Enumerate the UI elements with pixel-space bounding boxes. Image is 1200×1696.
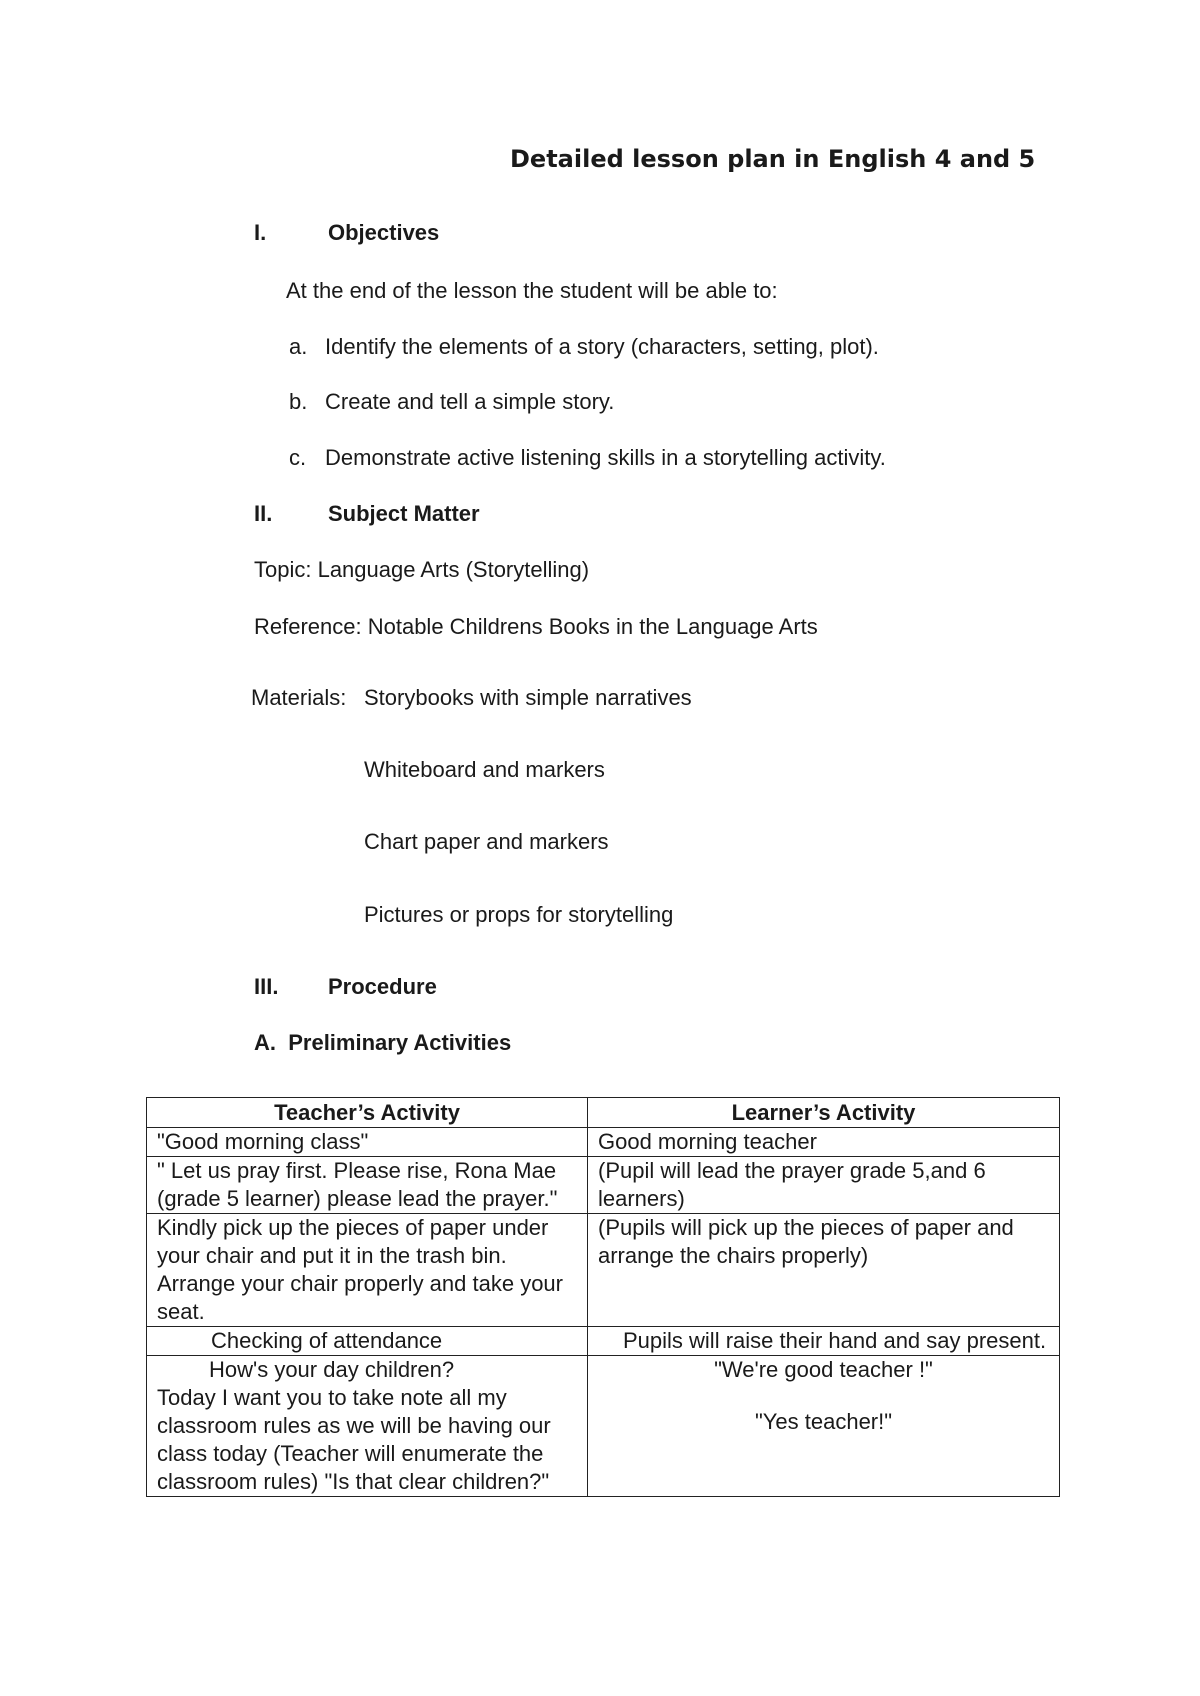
table-row <box>147 1356 1060 1497</box>
table-header-row <box>147 1098 1060 1128</box>
material-item: Storybooks with simple narratives <box>364 685 692 710</box>
teacher-cell <box>147 1356 588 1497</box>
section-heading-objectives: Objectives <box>328 220 440 245</box>
material-item: Chart paper and markers <box>364 829 609 854</box>
topic-line: Topic: Language Arts (Storytelling) <box>254 557 590 582</box>
header-teachers-activity: Teacher’s Activity <box>147 1098 588 1128</box>
section-heading-procedure: Procedure <box>328 974 437 999</box>
table-row <box>147 1128 1060 1157</box>
learner-response: "We're good teacher !" <box>714 1357 933 1382</box>
teacher-cell: Checking of attendance <box>147 1327 588 1356</box>
materials-label: Materials: <box>251 685 347 710</box>
teacher-cell: Kindly pick up the pieces of paper under your chair and put it in the trash bin. Arrange your chair properly and take your seat. <box>147 1214 588 1327</box>
teacher-greeting: How's your day children? <box>209 1357 455 1382</box>
teacher-cell: " Let us pray first. Please rise, Rona Mae (grade 5 learner) please lead the prayer." <box>147 1157 588 1214</box>
learner-cell: Good morning teacher <box>588 1128 1060 1157</box>
learner-cell: (Pupil will lead the prayer grade 5,and 6 learners) <box>588 1157 1060 1214</box>
learner-cell: (Pupils will pick up the pieces of paper and arrange the chairs properly) <box>588 1214 1060 1327</box>
objectives-intro: At the end of the lesson the student will be able to: <box>286 278 778 303</box>
learner-cell <box>588 1356 1060 1497</box>
section-number-objectives: I. <box>254 220 267 245</box>
activities-table <box>146 1097 1060 1497</box>
objective-item: Create and tell a simple story. <box>325 389 615 414</box>
teacher-cell: "Good morning class" <box>147 1128 588 1157</box>
section-number-subject-matter: II. <box>254 501 273 526</box>
teacher-instruction: Today I want you to take note all my classroom rules as we will be having our class today (Teacher will enumerate the classroom rules) "Is that clear children?" <box>157 1385 551 1494</box>
table-row <box>147 1327 1060 1356</box>
subheading-preliminary-activities: A. Preliminary Activities <box>254 1030 512 1055</box>
table-row <box>147 1157 1060 1214</box>
learner-cell: Pupils will raise their hand and say present. <box>588 1327 1060 1356</box>
objective-item: Demonstrate active listening skills in a storytelling activity. <box>325 445 886 470</box>
section-number-procedure: III. <box>254 974 279 999</box>
material-item: Pictures or props for storytelling <box>364 902 674 927</box>
objective-item: Identify the elements of a story (characters, setting, plot). <box>325 334 879 359</box>
header-learners-activity: Learner’s Activity <box>588 1098 1060 1128</box>
reference-line: Reference: Notable Childrens Books in the Language Arts <box>254 614 818 639</box>
learner-response: "Yes teacher!" <box>754 1409 893 1434</box>
objective-letter: c. <box>289 445 307 470</box>
material-item: Whiteboard and markers <box>364 757 605 782</box>
document-title: Detailed lesson plan in English 4 and 5 <box>510 145 1036 173</box>
section-heading-subject-matter: Subject Matter <box>328 501 480 526</box>
table-row <box>147 1214 1060 1327</box>
objective-letter: a. <box>289 334 308 359</box>
objective-letter: b. <box>289 389 308 414</box>
